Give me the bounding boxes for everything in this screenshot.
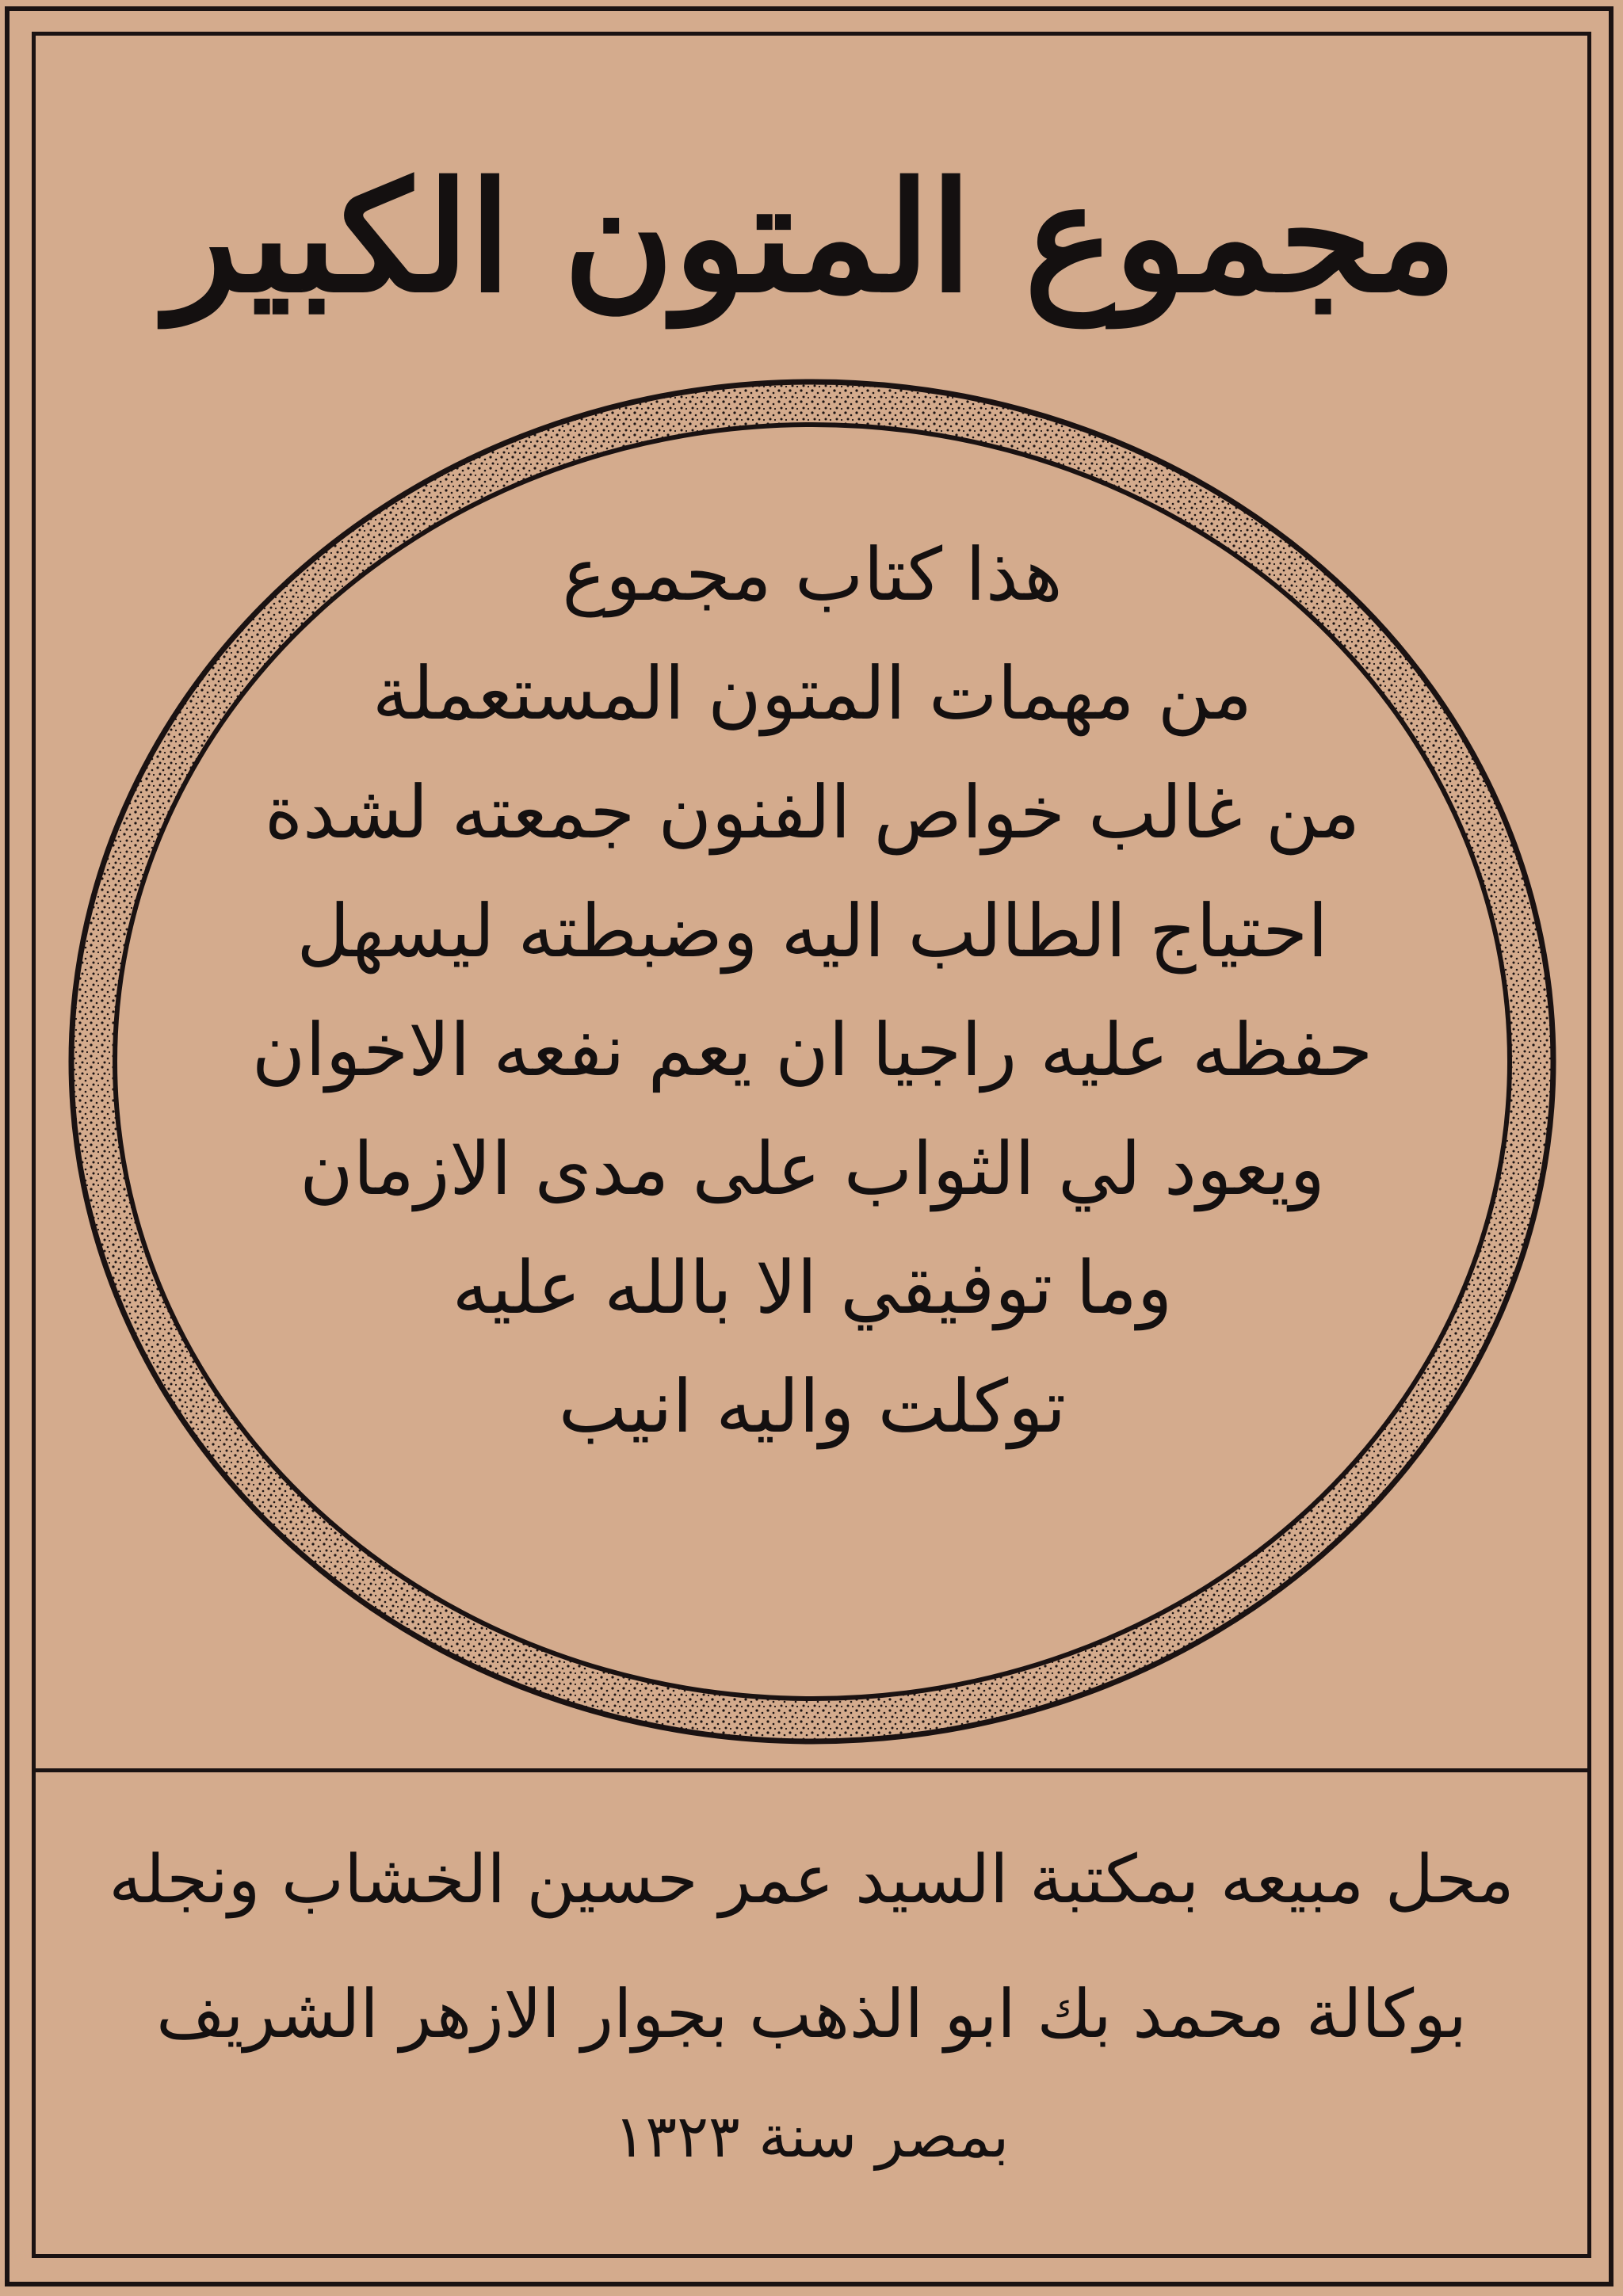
seal-line-1: هذا كتاب مجموع: [562, 532, 1063, 617]
seal-line-5: حفظه عليه راجيا ان يعم نفعه الاخوان: [251, 1008, 1373, 1093]
section-divider: [32, 1768, 1591, 1772]
seal-line-8: توكلت واليه انيب: [558, 1364, 1067, 1449]
seal-line-3: من غالب خواص الفنون جمعته لشدة: [264, 770, 1361, 855]
publisher-line-2: بوكالة محمد بك ابو الذهب بجوار الازهر الشريف: [156, 1975, 1467, 2053]
seal-text-block: [178, 499, 1446, 1608]
publisher-line-3: بمصر سنة ١٣٢٣: [613, 2103, 1010, 2171]
seal-line-2: من مهمات المتون المستعملة: [372, 651, 1253, 736]
book-title: مجموع المتون الكبير: [166, 149, 1457, 326]
seal-line-6: ويعود لي الثواب على مدى الازمان: [300, 1127, 1325, 1211]
seal-line-7: وما توفيقي الا بالله عليه: [452, 1245, 1173, 1330]
seal-line-4: احتياج الطالب اليه وضبطته ليسهل: [296, 889, 1328, 974]
publisher-line-1: محل مبيعه بمكتبة السيد عمر حسين الخشاب ونجله: [109, 1840, 1514, 1918]
